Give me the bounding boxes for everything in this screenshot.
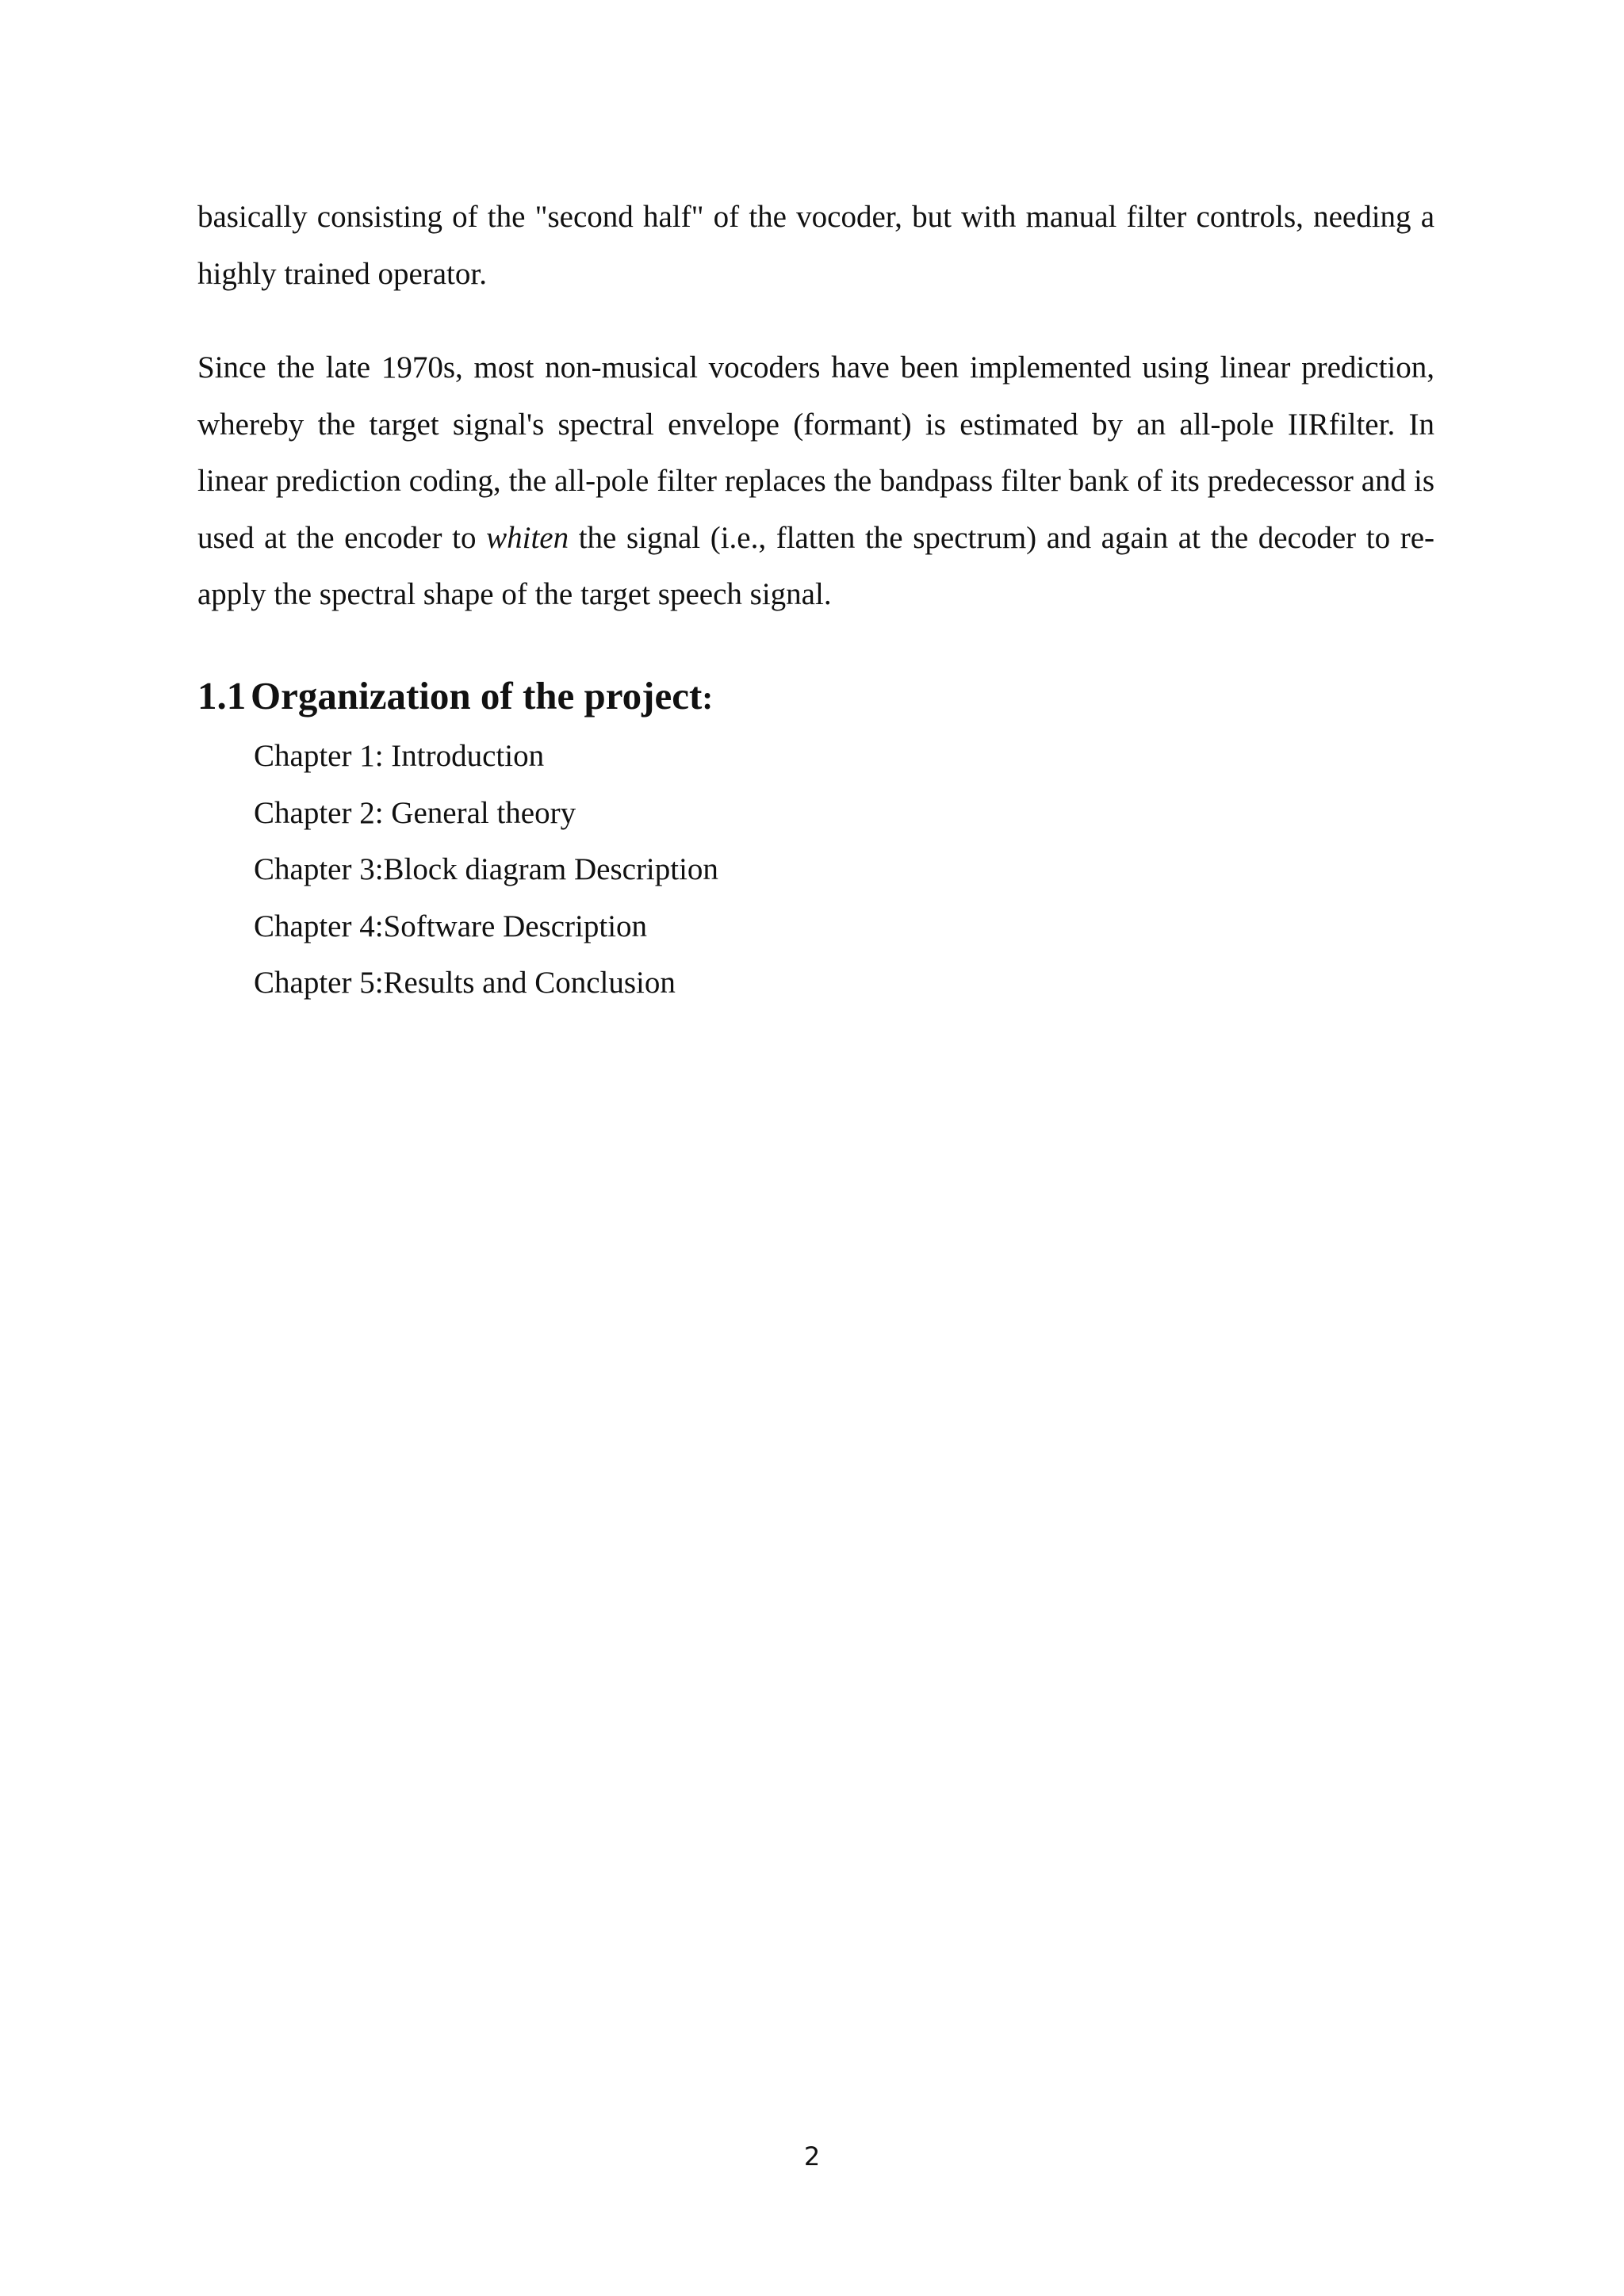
section-number: 1.1 [197, 674, 247, 718]
chapter-list [254, 728, 718, 1012]
section-heading [197, 668, 713, 726]
chapter-item: Chapter 2: General theory [254, 795, 576, 830]
chapter-item: Chapter 1: Introduction [254, 739, 545, 773]
paragraph-text: basically consisting of the "second half" of the vocoder, but with manual filter controls, needing a highly trained operator. [197, 200, 1434, 291]
section-title: Organization of the project [251, 674, 703, 718]
emphasized-word: whiten [486, 520, 569, 555]
paragraph-text-end: the signal (i.e., flatten the spectrum) and again at the decoder to re-apply the spectral shape of the target speech signal. [197, 520, 1435, 611]
section-title-colon: : [702, 680, 714, 717]
page-number: 2 [803, 2141, 821, 2172]
chapter-item: Chapter 4:Software Description [254, 909, 648, 943]
chapter-item: Chapter 3:Block diagram Description [254, 852, 718, 886]
paragraph-text-start: Since the late 1970s, most non-musical vocoders have been implemented using linear prediction, whereby the target signal's spectral envelope (formant) is estimated by an all-pole IIRfilter. In linear prediction coding, the all-pole filter replaces the bandpass filter bank of its predecessor and is used at the encoder to [197, 350, 1434, 555]
chapter-item: Chapter 5:Results and Conclusion [254, 966, 676, 1000]
paragraph-text [197, 339, 1434, 623]
paragraph-vocoder-continuation [197, 189, 1434, 302]
paragraph-linear-prediction [197, 339, 1434, 623]
